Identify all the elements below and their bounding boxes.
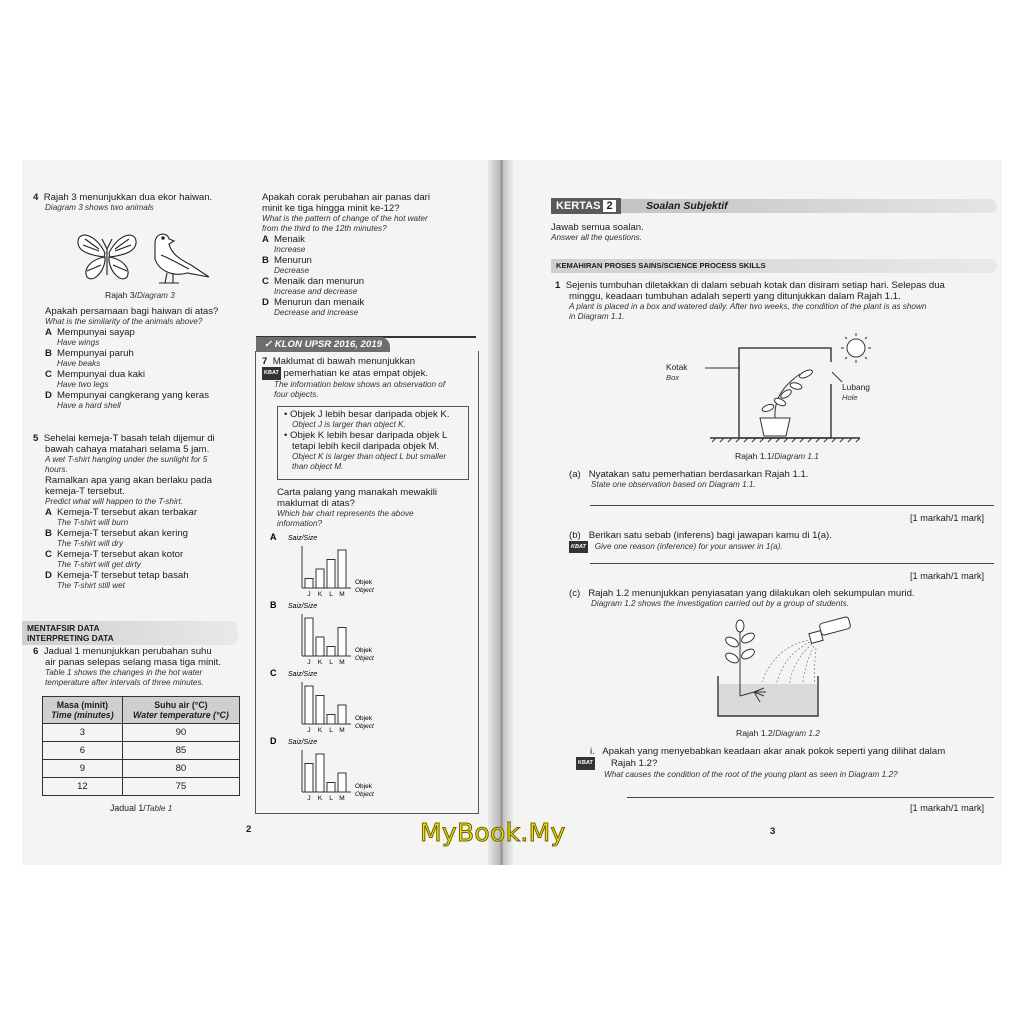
x-tick-label: J (307, 659, 311, 666)
watering-can-icon (809, 616, 851, 643)
section-title-en: INTERPRETING DATA (27, 633, 114, 643)
klon-banner-text: KLON UPSR 2016, 2019 (274, 339, 382, 350)
table-cell: 90 (122, 724, 239, 742)
option-text-en: Have wings (57, 338, 100, 347)
facts-box (277, 406, 469, 480)
kbat-badge: KBAT (576, 757, 595, 770)
question-text: minit ke tiga hingga minit ke-12? (262, 203, 400, 214)
bar-M (338, 550, 346, 588)
question-prompt: Carta palang yang manakah mewakili (277, 487, 437, 498)
option-text-en: Decrease (274, 266, 310, 275)
option-text: Kemeja-T tersebut akan terbakar (57, 507, 198, 518)
box-label (666, 362, 687, 383)
fact-text: Objek J lebih besar daripada objek K. (290, 409, 450, 420)
x-axis-label: Objek (355, 715, 372, 722)
table-cell: 75 (122, 778, 239, 796)
option-d[interactable] (45, 390, 218, 401)
sun-icon (841, 333, 871, 363)
table-cell: 80 (122, 760, 239, 778)
option-letter: A (45, 327, 52, 338)
option-text: Menaik dan menurun (274, 276, 365, 287)
question-6-continued (262, 192, 430, 318)
question-text: Apakah corak perubahan air panas dari (262, 192, 431, 203)
option-text: Mempunyai sayap (57, 327, 135, 338)
bar-L (327, 783, 335, 793)
option-text-en: Increase (274, 245, 306, 254)
data-table (42, 696, 240, 796)
option-text-en: The T-shirt will dry (57, 539, 124, 548)
question-4-options (45, 306, 218, 411)
caption-text: Jadual 1/ (110, 803, 146, 813)
book-spine (488, 160, 514, 865)
table-row (43, 742, 240, 760)
plant-icon (760, 368, 814, 436)
question-text-en: A plant is placed in a box and watered daily. After two weeks, the condition of the plant is as shown (569, 302, 927, 311)
option-letter: B (262, 255, 269, 266)
x-tick-label: M (339, 795, 345, 802)
table-cell: 12 (43, 778, 123, 796)
header-text: Suhu air (°C) (154, 700, 208, 710)
x-axis-label-en: Object (355, 791, 374, 798)
subquestion-text: Nyatakan satu pemerhatian berdasarkan Rajah 1.1. (588, 469, 809, 480)
question-text: Jadual 1 menunjukkan perubahan suhu (43, 646, 212, 657)
x-tick-label: K (317, 591, 323, 598)
chart-option-letter: D (270, 736, 277, 746)
subquestion-label: (c) (569, 588, 581, 599)
x-tick-label: M (339, 727, 345, 734)
table-header (43, 697, 123, 724)
option-c[interactable] (45, 549, 215, 560)
x-tick-label: J (307, 795, 311, 802)
section-title: MENTAFSIR DATA (27, 623, 100, 633)
option-d[interactable] (45, 570, 215, 581)
question-text-en: from the third to the 12th minutes? (262, 224, 387, 233)
question-text-en: What is the pattern of change of the hot water (262, 214, 428, 223)
option-d[interactable] (262, 297, 430, 308)
label-text: Kotak (666, 362, 688, 372)
question-text-en: four objects. (274, 390, 319, 399)
header-text-en: Time (minutes) (51, 710, 114, 720)
question-prompt: Ramalkan apa yang akan berlaku pada (45, 475, 212, 486)
subquestion-text: Apakah yang menyebabkan keadaan akar anak pokok seperti yang dilihat dalam (602, 746, 946, 757)
option-letter: C (45, 549, 52, 560)
caption-text: Rajah 3/ (105, 290, 138, 300)
option-letter: B (45, 348, 52, 359)
kertas-number: 2 (603, 200, 615, 212)
x-axis-label: Objek (355, 579, 372, 586)
subquestion-text: Rajah 1.2 menunjukkan penyiasatan yang dilakukan oleh sekumpulan murid. (588, 588, 915, 599)
x-axis-label-en: Object (355, 587, 374, 594)
question-7 (262, 356, 445, 400)
diagram-1-1-caption (735, 451, 819, 462)
y-axis-label: Saiz/Size (288, 739, 318, 746)
question-7-prompt (277, 487, 437, 529)
butterfly-icon (78, 235, 136, 279)
x-axis-label: Objek (355, 783, 372, 790)
header-text: Masa (minit) (56, 700, 109, 710)
hole-label (842, 382, 870, 403)
diagram-1-2-watering-investigation (710, 612, 860, 722)
option-letter: B (45, 528, 52, 539)
bar-L (327, 647, 335, 657)
bar-K (316, 637, 324, 656)
option-letter: C (45, 369, 52, 380)
question-number: 7 (262, 356, 268, 367)
option-text-en: Increase and decrease (274, 287, 358, 296)
option-text: Kemeja-T tersebut akan kering (57, 528, 189, 539)
bar-J (305, 579, 313, 589)
question-text-en: Diagram 3 shows two animals (45, 203, 154, 212)
table-row (43, 778, 240, 796)
question-4 (33, 192, 248, 213)
kertas-label: KERTAS (556, 200, 601, 212)
option-text: Menaik (274, 234, 305, 245)
question-text-en: hours. (45, 465, 68, 474)
option-text-en: Decrease and increase (274, 308, 359, 317)
table-cell: 6 (43, 742, 123, 760)
option-text: Mempunyai cangkerang yang keras (57, 390, 209, 401)
option-text-en: Have beaks (57, 359, 101, 368)
x-tick-label: L (329, 727, 333, 734)
option-b[interactable] (45, 348, 218, 359)
hole-pointer (832, 372, 842, 382)
question-number: 1 (555, 280, 561, 291)
question-prompt: maklumat di atas? (277, 498, 355, 509)
question-prompt-en: information? (277, 519, 323, 528)
y-axis-label: Saiz/Size (288, 603, 318, 610)
subquestion-label: (a) (569, 469, 581, 480)
option-text: Mempunyai dua kaki (57, 369, 145, 380)
option-letter: C (262, 276, 269, 287)
x-tick-label: L (329, 795, 333, 802)
question-1c-i (576, 746, 945, 780)
instruction-text-en: Answer all the questions. (551, 233, 643, 242)
subquestion-text: Rajah 1.2? (610, 758, 658, 770)
fact-text-en: Object K is larger than object L but smaller (292, 452, 447, 461)
table-row (43, 760, 240, 778)
paper-header-title: Soalan Subjektif (646, 200, 728, 212)
diagram-1-2-caption (736, 728, 820, 739)
x-tick-label: K (317, 727, 323, 734)
diagram-1-1-plant-in-box (660, 328, 920, 448)
table-1-caption (110, 803, 172, 814)
fact-item: • Objek J lebih besar daripada objek K. (284, 409, 450, 420)
option-b[interactable] (262, 255, 430, 266)
caption-text: Rajah 1.1/ (735, 451, 775, 461)
option-text-en: The T-shirt still wet (57, 581, 125, 590)
diagram-3-caption (105, 290, 175, 301)
option-b[interactable] (45, 528, 215, 539)
table-header (122, 697, 239, 724)
label-text: Lubang (842, 382, 870, 392)
marks-1a: [1 markah/1 mark] (910, 513, 985, 523)
option-text: Mempunyai paruh (57, 348, 134, 359)
subquestion-text-en: What causes the condition of the root of the young plant as seen in Diagram 1.2? (604, 770, 898, 779)
bar-K (316, 754, 324, 792)
bar-charts-svg (270, 532, 470, 806)
option-letter: A (45, 507, 52, 518)
caption-text-en: Diagram 1.2 (775, 729, 820, 738)
option-letter: D (262, 297, 269, 308)
section-band-interpreting-data (22, 621, 238, 645)
bar-M (338, 705, 346, 724)
kbat-badge: KBAT (262, 367, 281, 380)
water-body (719, 684, 817, 715)
subquestion-text-en: Give one reason (inference) for your answer in 1(a). (594, 542, 783, 552)
x-tick-label: K (317, 659, 323, 666)
question-5 (33, 433, 215, 591)
instruction-text: Jawab semua soalan. (551, 222, 644, 233)
question-1c (569, 588, 915, 609)
option-a[interactable] (45, 507, 215, 518)
question-prompt-en: Predict what will happen to the T-shirt. (45, 497, 184, 506)
page-number-left: 2 (246, 824, 252, 835)
bar-L (327, 560, 335, 589)
page-number-right: 3 (770, 826, 776, 837)
table-header-row (43, 697, 240, 724)
question-text: air panas selepas selang masa tiga minit. (45, 657, 221, 668)
question-text: Maklumat di bawah menunjukkan (272, 356, 416, 367)
table-cell: 3 (43, 724, 123, 742)
subquestion-label: i. (590, 746, 595, 757)
fact-text: tetapi lebih kecil daripada objek M. (292, 441, 440, 452)
fact-text: Objek K lebih besar daripada objek L (290, 430, 448, 441)
x-tick-label: K (317, 795, 323, 802)
answer-line-1c-i[interactable] (627, 797, 994, 798)
caption-text-en: Diagram 3 (137, 291, 175, 300)
question-text: Rajah 3 menunjukkan dua ekor haiwan. (43, 192, 213, 203)
fact-text-en: Object J is larger than object K. (292, 420, 406, 429)
question-prompt-en: Which bar chart represents the above (277, 509, 414, 518)
question-prompt: kemeja-T tersebut. (45, 486, 125, 497)
question-text-en: in Diagram 1.1. (569, 312, 625, 321)
subquestion-text-en: State one observation based on Diagram 1.1. (591, 480, 756, 489)
caption-text: Rajah 1.2/ (736, 728, 776, 738)
option-c[interactable] (262, 276, 430, 287)
x-tick-label: J (307, 591, 311, 598)
subquestion-text: Berikan satu sebab (inferens) bagi jawapan kamu di 1(a). (588, 530, 832, 541)
caption-text-en: Table 1 (145, 804, 173, 813)
instructions (551, 222, 644, 243)
table-cell: 85 (122, 742, 239, 760)
marks-1b: [1 markah/1 mark] (910, 571, 985, 581)
watermark: MyBook.My (420, 818, 566, 847)
chart-option-letter: A (270, 532, 277, 542)
option-text: Menurun (274, 255, 312, 266)
x-tick-label: L (329, 659, 333, 666)
chart-option-letter: C (270, 668, 277, 678)
kbat-badge: KBAT (569, 541, 588, 553)
question-prompt-en: What is the similarity of the animals above? (45, 317, 203, 326)
subquestion-text-en: Diagram 1.2 shows the investigation carried out by a group of students. (591, 599, 850, 608)
chart-option-letter: B (270, 600, 277, 610)
question-text-en: Table 1 shows the changes in the hot water (45, 668, 203, 677)
x-axis-label-en: Object (355, 723, 374, 730)
option-text-en: The T-shirt will get dirty (57, 560, 141, 569)
question-number: 5 (33, 433, 39, 444)
option-letter: D (45, 570, 52, 581)
bar-J (305, 764, 313, 793)
bar-K (316, 696, 324, 725)
bar-chart-options (270, 532, 470, 806)
bird-icon (155, 234, 209, 283)
check-icon: ✓ (264, 339, 273, 350)
label-text-en: Hole (842, 393, 858, 402)
question-text: minggu, keadaan tumbuhan adalah seperti yang ditunjukkan dalam Rajah 1.1. (569, 291, 901, 302)
option-a[interactable] (262, 234, 430, 245)
option-letter: D (45, 390, 52, 401)
option-text-en: Have a hard shell (57, 401, 121, 410)
caption-text-en: Diagram 1.1 (774, 452, 819, 461)
butterfly-and-bird-illustration (75, 225, 215, 287)
bar-M (338, 628, 346, 657)
klon-banner (256, 337, 390, 352)
question-number: 4 (33, 192, 39, 203)
y-axis-label: Saiz/Size (288, 671, 318, 678)
option-a[interactable] (45, 327, 218, 338)
question-6 (33, 646, 221, 688)
y-axis-label: Saiz/Size (288, 535, 318, 542)
question-1a (569, 469, 808, 490)
label-text-en: Box (666, 373, 680, 382)
marks-1c-i: [1 markah/1 mark] (910, 803, 985, 813)
question-1 (555, 280, 945, 322)
section-band-process-skills: KEMAHIRAN PROSES SAINS/SCIENCE PROCESS SKILLS (551, 259, 997, 273)
fact-item: • Objek K lebih besar daripada objek L (284, 430, 448, 441)
answer-line-1b[interactable] (590, 563, 994, 564)
x-tick-label: M (339, 591, 345, 598)
option-text-en: Have two legs (57, 380, 109, 389)
answer-line-1a[interactable] (590, 505, 994, 506)
x-tick-label: L (329, 591, 333, 598)
option-text: Kemeja-T tersebut tetap basah (57, 570, 189, 581)
x-tick-label: M (339, 659, 345, 666)
question-text-en: A wet T-shirt hanging under the sunlight for 5 (45, 455, 208, 464)
x-axis-label-en: Object (355, 655, 374, 662)
bar-J (305, 686, 313, 724)
question-1b (569, 530, 832, 553)
option-text: Menurun dan menaik (274, 297, 365, 308)
subquestion-label: (b) (569, 530, 581, 541)
question-number: 6 (33, 646, 39, 657)
table-row (43, 724, 240, 742)
question-text: Sehelai kemeja-T basah telah dijemur di (43, 433, 215, 444)
bar-M (338, 773, 346, 792)
table-cell: 9 (43, 760, 123, 778)
fact-text-en: than object M. (292, 462, 344, 471)
question-text: bawah cahaya matahari selama 5 jam. (45, 444, 210, 455)
question-text-en: The information below shows an observation of (274, 380, 446, 389)
x-tick-label: J (307, 727, 311, 734)
question-prompt: Apakah persamaan bagi haiwan di atas? (45, 306, 219, 317)
question-text: pemerhatian ke atas empat objek. (283, 368, 429, 380)
x-axis-label: Objek (355, 647, 372, 654)
bar-L (327, 715, 335, 725)
option-text-en: The T-shirt will burn (57, 518, 129, 527)
question-text: Sejenis tumbuhan diletakkan di dalam sebuah kotak dan disiram setiap hari. Selepas dua (565, 280, 945, 291)
question-text-en: temperature after intervals of three minutes. (45, 678, 204, 687)
option-text: Kemeja-T tersebut akan kotor (57, 549, 184, 560)
bar-K (316, 569, 324, 588)
paper-header-kertas (551, 198, 621, 214)
option-c[interactable] (45, 369, 218, 380)
header-text-en: Water temperature (°C) (133, 710, 229, 720)
option-letter: A (262, 234, 269, 245)
bar-J (305, 618, 313, 656)
